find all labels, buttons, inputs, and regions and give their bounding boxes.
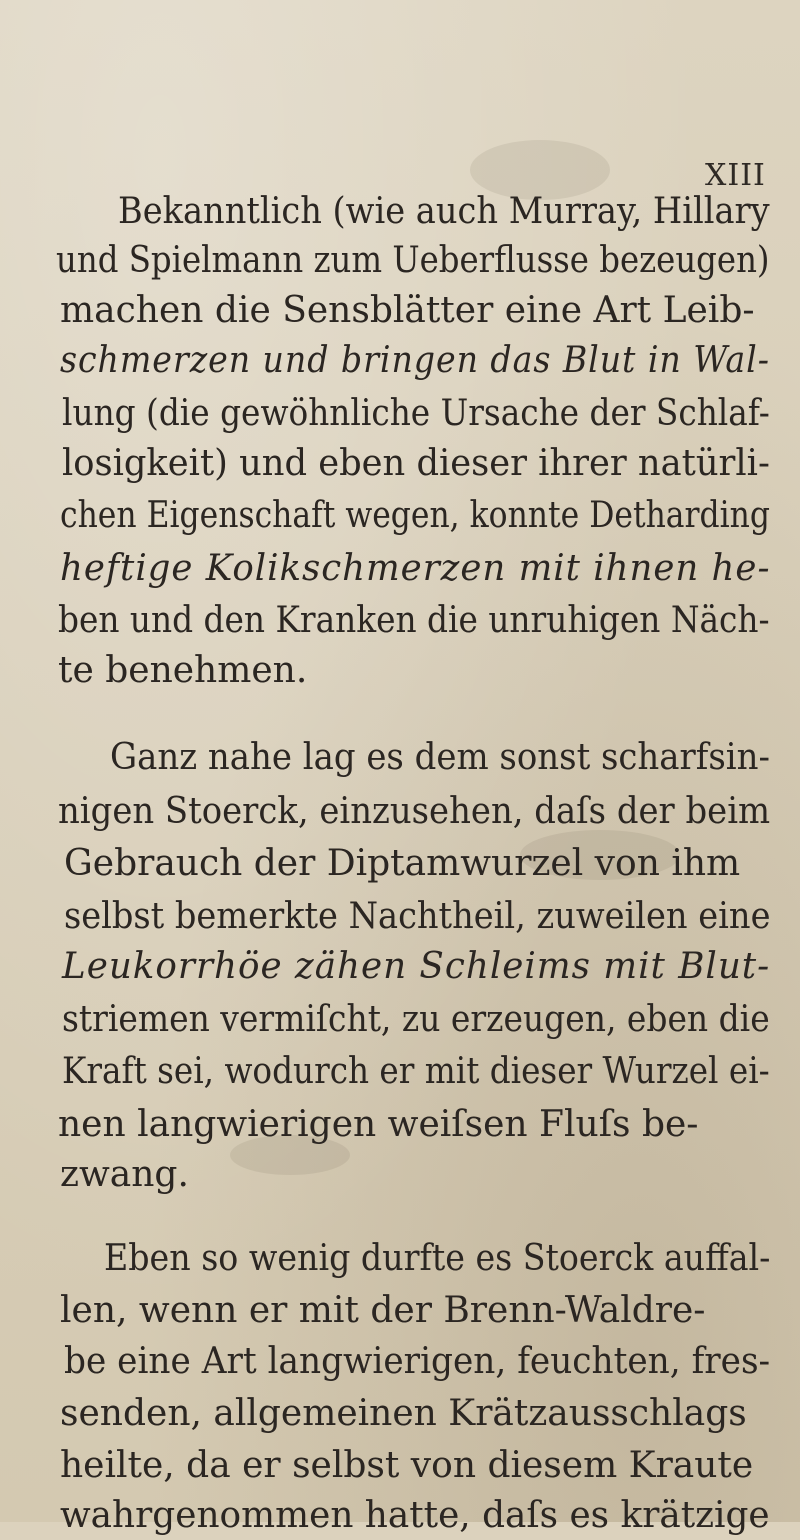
text-line: senden, allgemeinen Krätzausschlags [60, 1393, 747, 1434]
text-line: und Spielmann zum Ueberflusse bezeugen) [56, 240, 770, 281]
text-line: te benehmen. [58, 650, 308, 691]
text-line: Eben so wenig durfte es Stoerck auffal- [104, 1238, 771, 1279]
text-line: selbst bemerkte Nachtheil, zuweilen eine [64, 896, 771, 937]
page-number: XIII [705, 158, 766, 193]
text-line: heilte, da er selbst von diesem Kraute [60, 1445, 754, 1486]
text-line: Bekanntlich (wie auch Murray, Hillary [118, 191, 770, 232]
text-line: striemen vermiſcht, zu erzeugen, eben die [62, 999, 770, 1040]
text-line: be eine Art langwierigen, feuchten, fres- [64, 1341, 771, 1382]
text-line: nigen Stoerck, einzusehen, daſs der beim [58, 791, 771, 832]
text-line: len, wenn er mit der Brenn-Waldre- [60, 1290, 706, 1331]
text-line: Ganz nahe lag es dem sonst scharfsin- [110, 737, 770, 778]
text-line: machen die Sensblätter eine Art Leib- [60, 290, 755, 331]
text-line: schmerzen und bringen das Blut in Wal- [60, 340, 770, 381]
text-line: chen Eigenschaft wegen, konnte Detharding [60, 495, 770, 536]
text-line: wahrgenommen hatte, daſs es krätzige [60, 1495, 770, 1536]
text-line: losigkeit) und eben dieser ihrer natürli- [62, 443, 770, 484]
text-line: ben und den Kranken die unruhigen Näch- [58, 600, 770, 641]
text-line: Kraft sei, wodurch er mit dieser Wurzel ei- [62, 1051, 770, 1092]
text-line: Gebrauch der Diptamwurzel von ihm [64, 843, 741, 884]
text-line: nen langwierigen weiſsen Fluſs be- [58, 1104, 699, 1145]
text-line: zwang. [60, 1154, 189, 1195]
text-line: Leukorrhöe zähen Schleims mit Blut- [62, 946, 771, 987]
text-line: heftige Kolikschmerzen mit ihnen he- [60, 548, 771, 589]
text-line: lung (die gewöhnliche Ursache der Schlaf- [62, 393, 770, 434]
